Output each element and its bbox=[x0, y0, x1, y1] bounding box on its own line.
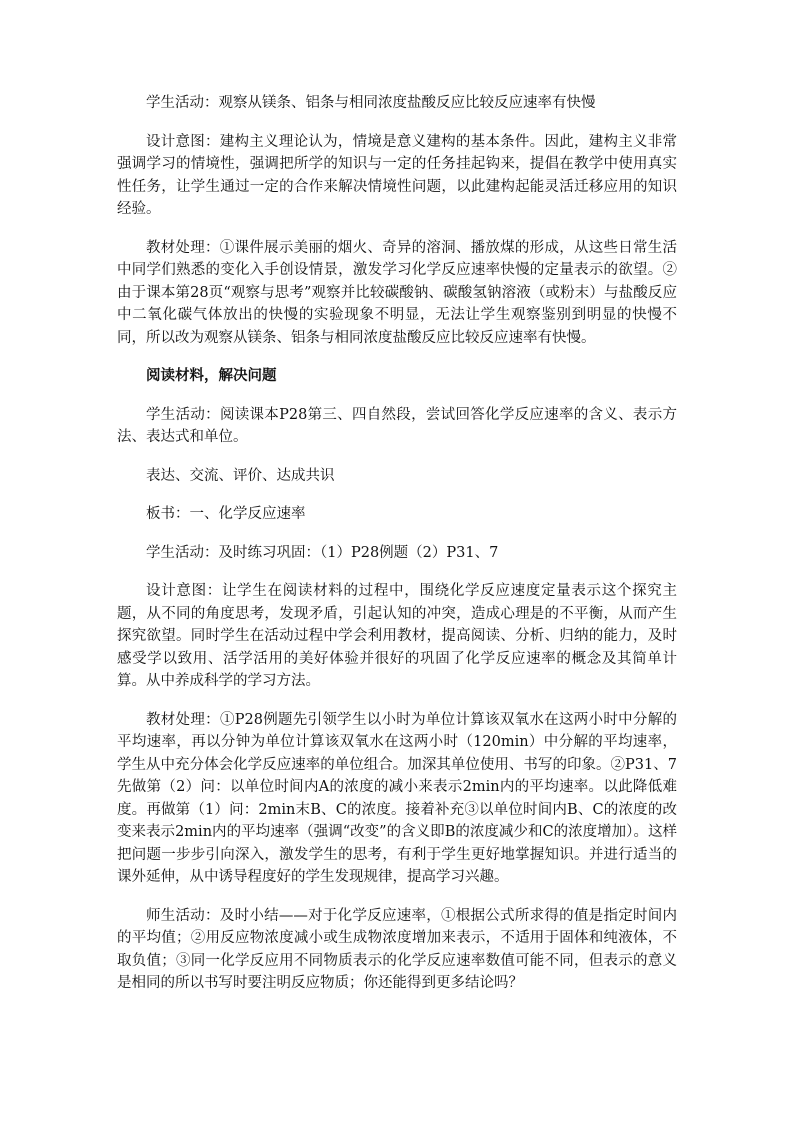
document-page bbox=[117, 92, 677, 1011]
paragraph-textbook-handling-2: 教材处理：①P28例题先引领学生以小时为单位计算该双氧水在这两小时中分解的平均速率，再以分钟为单位计算该双氧水在这两小时（120min）中分解的平均速率，学生从中充分体会化学反应速率的单位组合。加深其单位使用、书写的印象。②P31、7先做第（2）问：以单位时间内A的浓度的减小来表示2min内的平均速率。以此降低难度。再做第（1）问：2min末B、C的浓度。接着补充③以单位时间内B、C的浓度的改变来表示2min内的平均速率（强调“改变”的含义即B的浓度减少和C的浓度增加）。这样把问题一步步引向深入，激发学生的思考，有利于学生更好地掌握知识。并进行适当的课外延伸，从中诱导程度好的学生发现规律，提高学习兴趣。 bbox=[117, 711, 677, 885]
paragraph-express-communicate: 表达、交流、评价、达成共识 bbox=[146, 467, 335, 484]
paragraph-teacher-student-summary: 师生活动：及时小结——对于化学反应速率，①根据公式所求得的值是指定时间内的平均值；②用反应物浓度减小或生成物浓度增加来表示，不适用于固体和纯液体，不取负值；③同一化学反应用不同物质表示的化学反应速率数值可能不同，但表示的意义是相同的所以书写时要注明反应物质；你还能得到更多结论吗？ bbox=[117, 907, 677, 991]
paragraph-student-activity-reading: 学生活动：阅读课本P28第三、四自然段，尝试回答化学反应速率的含义、表示方法、表达式和单位。 bbox=[117, 406, 677, 445]
paragraph-board-writing: 板书：一、化学反应速率 bbox=[146, 506, 306, 522]
paragraph-student-activity-observe: 学生活动：观察从镁条、铝条与相同浓度盐酸反应比较反应速率有快慢 bbox=[146, 95, 596, 111]
paragraph-student-activity-practice: 学生活动：及时练习巩固：（1）P28例题（2）P31、7 bbox=[146, 544, 499, 561]
paragraph-textbook-handling-1: 教材处理：①课件展示美丽的烟火、奇异的溶洞、播放煤的形成，从这些日常生活中同学们熟悉的变化入手创设情景，激发学习化学反应速率快慢的定量表示的欲望。②由于课本第28页“观察与思考”观察并比较碳酸钠、碳酸氢钠溶液（或粉末）与盐酸反应中二氧化碳气体放出的快慢的实验现象不明显，无法让学生观察鉴别到明显的快慢不同，所以改为观察从镁条、铝条与相同浓度盐酸反应比较反应速率有快慢。 bbox=[117, 239, 677, 346]
paragraph-design-intent-constructivism: 设计意图：建构主义理论认为，情境是意义建构的基本条件。因此，建构主义非常强调学习的情境性，强调把所学的知识与一定的任务挂起钩来，提倡在教学中使用真实性任务，让学生通过一定的合作来解决情境性问题，以此建构起能灵活迁移应用的知识经验。 bbox=[117, 133, 677, 217]
paragraph-design-intent-reading: 设计意图：让学生在阅读材料的过程中，围绕化学反应速度定量表示这个探究主题，从不同的角度思考，发现矛盾，引起认知的冲突，造成心理是的不平衡，从而产生探究欲望。同时学生在活动过程中学会利用教材，提高阅读、分析、归纳的能力，及时感受学以致用、活学活用的美好体验并很好的巩固了化学反应速率的概念及其简单计算。从中养成科学的学习方法。 bbox=[117, 583, 677, 689]
section-heading-read-material: 阅读材料，解决问题 bbox=[146, 367, 277, 384]
